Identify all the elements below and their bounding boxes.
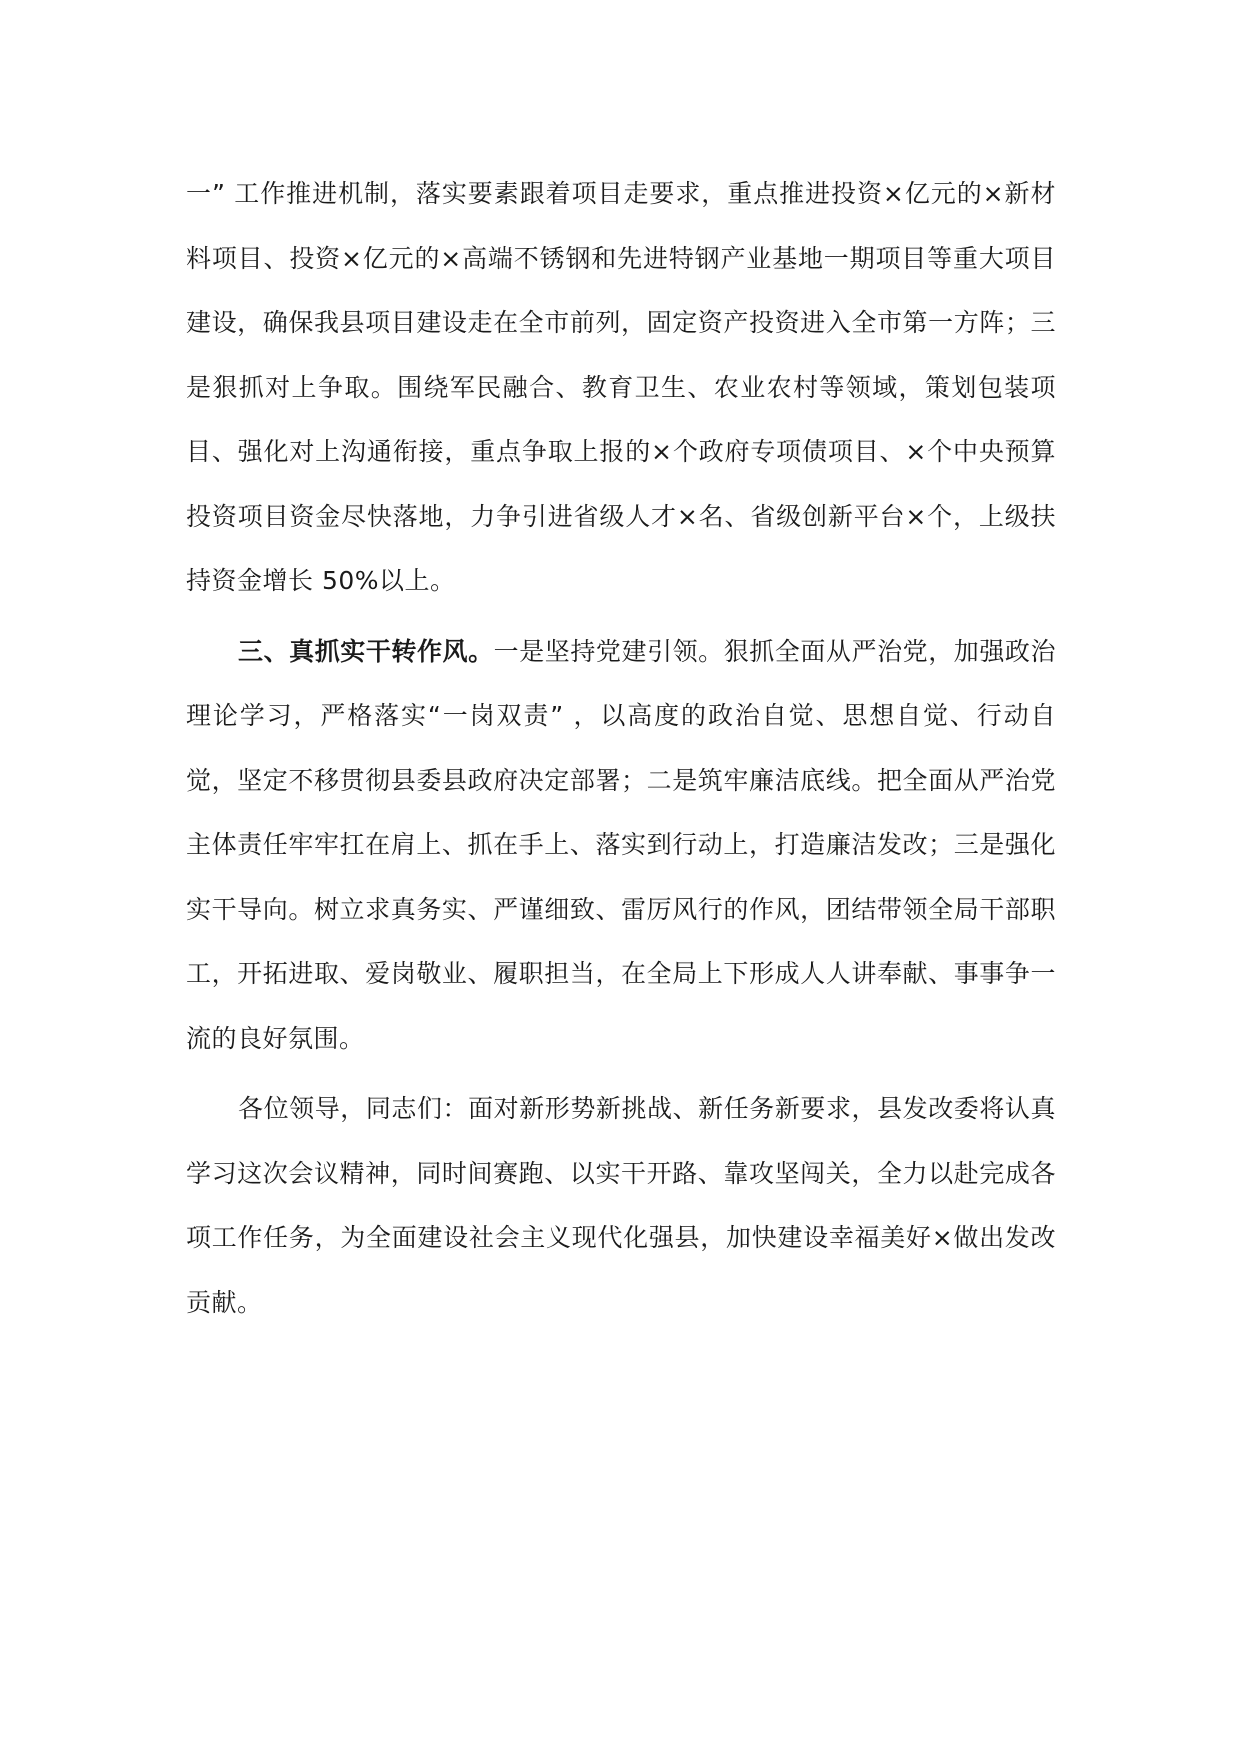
section-heading: 三、真抓实干转作风。 (238, 636, 494, 666)
paragraph-section-three (186, 620, 1056, 1072)
paragraph-text: 一” 工作推进机制，落实要素跟着项目走要求，重点推进投资×亿元的×新材料项目、投资×亿元的×高端不锈钢和先进特钢产业基地一期项目等重大项目建设，确保我县项目建设走在全市前列，固定资产投资进入全市第一方阵；三是狠抓对上争取。围绕军民融合、教育卫生、农业农村等领域，策划包装项目、强化对上沟通衔接，重点争取上报的×个政府专项债项目、×个中央预算投资项目资金尽快落地，力争引进省级人才×名、省级创新平台×个，上级扶持资金增长 50%以上。 (186, 179, 1056, 595)
paragraph-text: 各位领导，同志们：面对新形势新挑战、新任务新要求，县发改委将认真学习这次会议精神，同时间赛跑、以实干开路、靠攻坚闯关，全力以赴完成各项工作任务，为全面建设社会主义现代化强县，加快建设幸福美好×做出发改贡献。 (186, 1094, 1056, 1317)
paragraph-closing (186, 1077, 1056, 1335)
document-page (186, 162, 1056, 1335)
paragraph-continuation (186, 162, 1056, 614)
paragraph-text: 一是坚持党建引领。狠抓全面从严治党，加强政治理论学习，严格落实“一岗双责” ，以高度的政治自觉、思想自觉、行动自觉，坚定不移贯彻县委县政府决定部署；二是筑牢廉洁底线。把全面从严治党主体责任牢牢扛在肩上、抓在手上、落实到行动上，打造廉洁发改；三是强化实干导向。树立求真务实、严谨细致、雷厉风行的作风，团结带领全局干部职工，开拓进取、爱岗敬业、履职担当，在全局上下形成人人讲奉献、事事争一流的良好氛围。 (186, 636, 1056, 1053)
